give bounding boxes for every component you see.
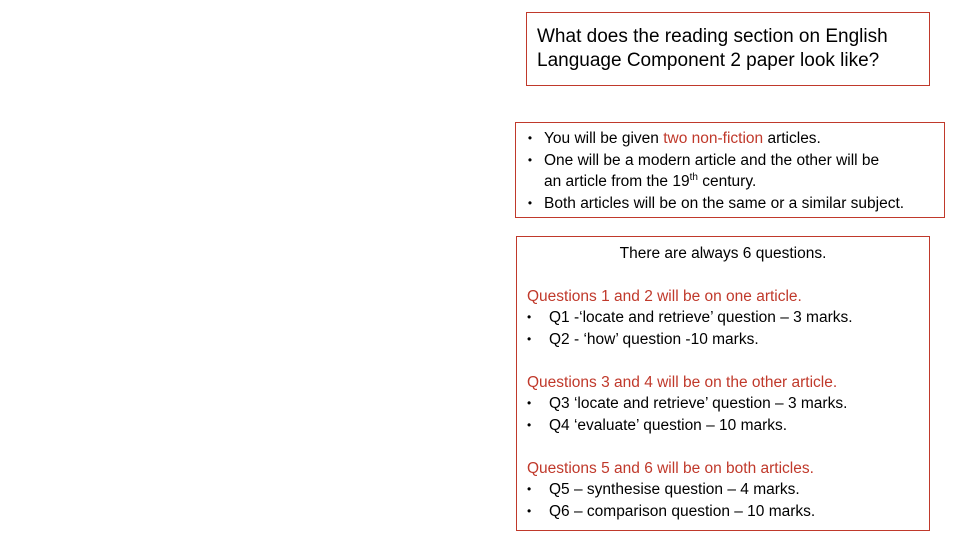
intro-bullets-box xyxy=(515,122,945,218)
bullet-icon: • xyxy=(527,131,533,145)
question-group-1 xyxy=(527,286,929,351)
question-text: Q3 ‘locate and retrieve’ question – 3 marks. xyxy=(549,395,848,412)
bullet-icon: • xyxy=(527,417,532,432)
bullet-icon: • xyxy=(527,482,532,496)
question-group-2 xyxy=(527,372,929,437)
intro-bullet-2 xyxy=(516,150,944,193)
question-text: Q1 -‘locate and retrieve’ question – 3 marks. xyxy=(549,309,853,326)
title-line-2: Language Component 2 paper look like? xyxy=(537,50,880,71)
bullet-icon: • xyxy=(527,310,532,324)
bullet1-text-end: articles. xyxy=(763,130,821,147)
bullet-icon: • xyxy=(527,152,533,167)
bullet2-superscript: th xyxy=(689,171,698,183)
question-text: Q4 ‘evaluate’ question – 10 marks. xyxy=(549,416,788,434)
title-line-1: What does the reading section on English xyxy=(537,26,888,47)
intro-bullet-3 xyxy=(516,193,944,215)
bullet3-text: Both articles will be on the same or a similar subject. xyxy=(544,194,905,212)
question-text: Q6 – comparison question – 10 marks. xyxy=(549,502,816,520)
title-box xyxy=(526,12,930,86)
bullet2-line-1: One will be a modern article and the other will be xyxy=(544,151,880,169)
question-item xyxy=(527,329,929,351)
bullet-icon: • xyxy=(527,503,532,518)
group-heading: Questions 3 and 4 will be on the other article. xyxy=(527,373,838,391)
group-heading: Questions 5 and 6 will be on both articles. xyxy=(527,459,814,477)
question-item xyxy=(527,479,929,501)
question-item xyxy=(527,307,929,329)
question-text: Q5 – synthesise question – 4 marks. xyxy=(549,481,800,498)
bullet1-text: You will be given xyxy=(544,130,664,147)
question-item xyxy=(527,415,929,437)
question-item xyxy=(527,393,929,415)
question-group-3 xyxy=(527,458,929,523)
bullet2-line-2: an article from the 19 xyxy=(544,173,690,190)
bullet2-line-2-end: century. xyxy=(697,173,757,190)
question-count-line: There are always 6 questions. xyxy=(619,245,827,262)
questions-box xyxy=(516,236,930,531)
group-heading: Questions 1 and 2 will be on one article. xyxy=(527,287,802,305)
question-text: Q2 - ‘how’ question -10 marks. xyxy=(549,330,759,348)
bullet-icon: • xyxy=(527,331,532,346)
intro-bullet-1 xyxy=(516,128,944,150)
bullet-icon: • xyxy=(527,195,533,210)
bullet1-highlight: two non-fiction xyxy=(663,130,764,147)
question-item xyxy=(527,501,929,523)
bullet-icon: • xyxy=(527,396,532,410)
